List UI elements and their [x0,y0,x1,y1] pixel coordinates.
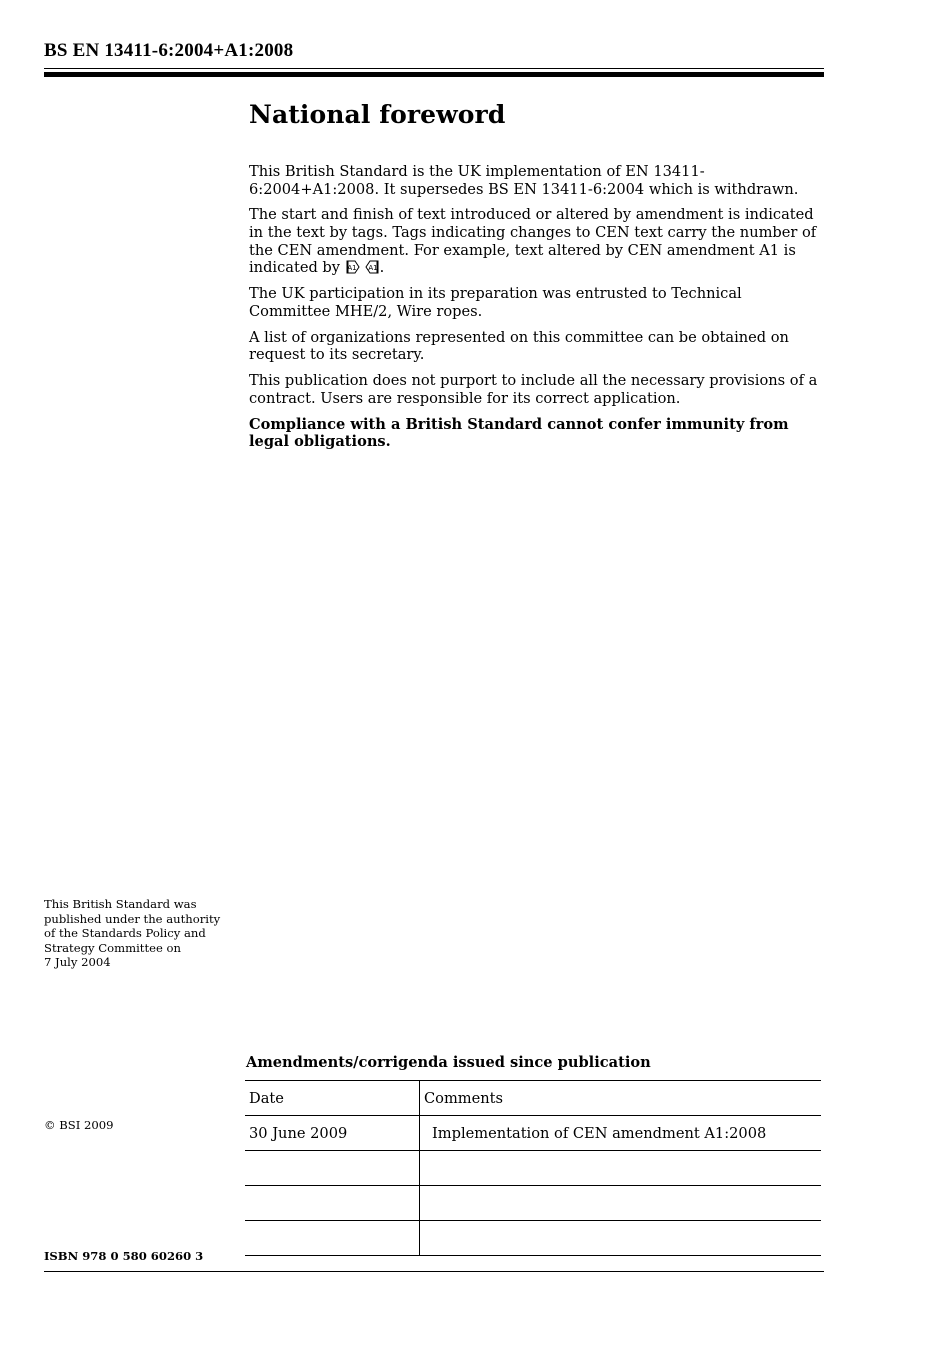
amendments-heading: Amendments/corrigenda issued since publication [246,1054,651,1071]
isbn: ISBN 978 0 580 60260 3 [44,1249,204,1263]
header-rule-thin [44,68,824,69]
header-rule-thick [44,72,824,77]
copyright-notice: © BSI 2009 [44,1118,114,1132]
column-header-date: Date [245,1081,420,1116]
authority-line: This British Standard was [44,897,197,911]
foreword-body [249,163,827,459]
authority-note [44,897,234,970]
table-header-row [245,1081,821,1116]
amendment-end-tag-icon [365,260,379,274]
amendment-start-tag-icon [346,260,360,274]
table-row [245,1186,821,1221]
cell-date [245,1186,420,1221]
paragraph-compliance: Compliance with a British Standard cannot confer immunity from legal obligations. [249,415,789,451]
paragraph-amendment-tags [249,206,827,276]
paragraph-provisions: This publication does not purport to include all the necessary provisions of a contract. Users are responsible for its correct application. [249,372,818,407]
paragraph-amendment-tags-end: . [379,259,385,277]
table-row [245,1221,821,1256]
paragraph-implementation: This British Standard is the UK implementation of EN 13411-6:2004+A1:2008. It supersedes BS EN 13411-6:2004 which is withdrawn. [249,163,799,198]
authority-line: of the Standards Policy and [44,926,206,941]
cell-comments [420,1221,822,1256]
table-row [245,1116,821,1151]
cell-date: 30 June 2009 [245,1116,420,1151]
paragraph-organizations: A list of organizations represented on this committee can be obtained on request to its secretary. [249,328,789,364]
cell-date [245,1221,420,1256]
amendments-table [245,1080,821,1256]
document-code: BS EN 13411-6:2004+A1:2008 [44,40,294,61]
cell-comments: Implementation of CEN amendment A1:2008 [420,1116,822,1151]
footer-rule [44,1271,824,1272]
page-title: National foreword [249,100,506,129]
cell-comments [420,1151,822,1186]
cell-comments [420,1186,822,1221]
column-header-comments: Comments [420,1081,822,1116]
authority-line: Strategy Committee on [44,940,181,955]
cell-date [245,1151,420,1186]
table-row [245,1151,821,1186]
amendment-start-tag-label: A1 [347,264,357,273]
authority-line: 7 July 2004 [44,955,111,970]
paragraph-committee: The UK participation in its preparation was entrusted to Technical Committee MHE/2, Wire ropes. [249,285,742,320]
paragraph-amendment-tags-text: The start and finish of text introduced or altered by amendment is indicated in the text by tags. Tags indicating changes to CEN text carry the number of the CEN amendment. For example, text altered by CEN amendment A1 is indicated by [249,206,817,277]
amendment-end-tag-label: A1 [367,264,378,273]
authority-line: published under the authority [44,911,221,926]
